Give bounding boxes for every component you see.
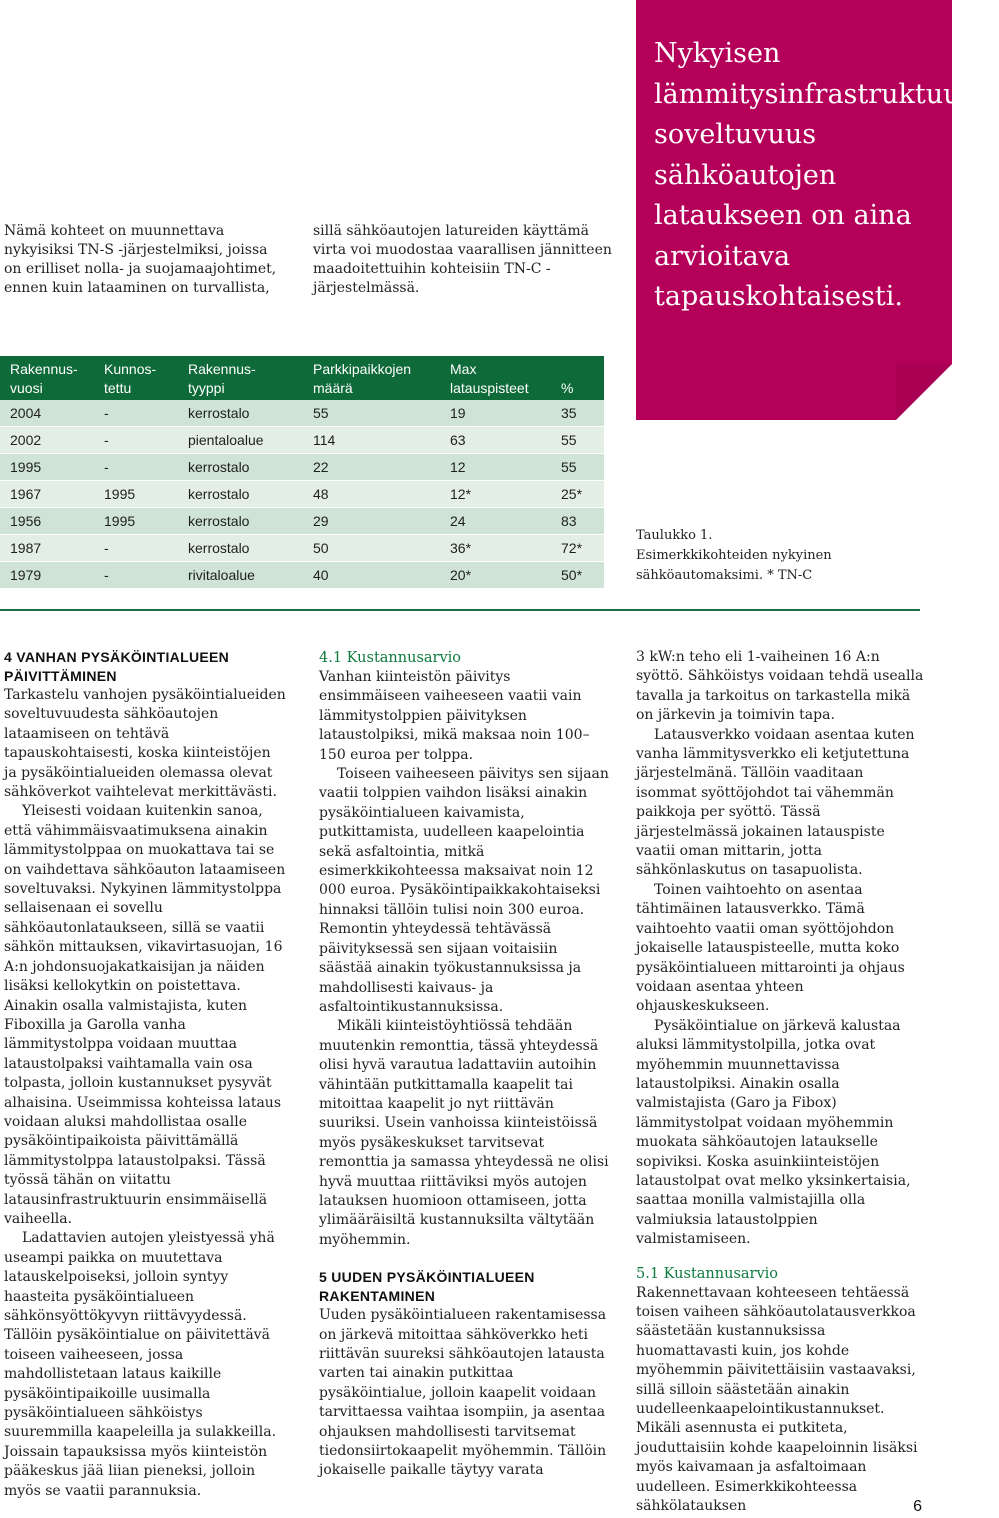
cell: 55 [561,459,577,475]
paragraph: Ladattavien autojen yleistyessä yhä useampi paikka on muutettava latauskelpoiseksi, jolloin syntyy haasteita pysäköintialueen sähkönsyöttökyvyn riittävyydessä. Tällöin pysäköintialue on päivitettävä toiseen vaiheeseen, jossa mahdollistetaan lataus kaikille pysäköintipaikoille uusimalla pysäköintialueen sähköistys suuremmilla kaapeleilla ja sulakkeilla. Joissain tapauksissa myös kiinteistön pääkeskus jää liian pieneksi, jolloin myös se vaatii parannuksia. [4,1230,277,1499]
cell: 36* [450,540,472,556]
cell: 1979 [10,567,42,583]
table-header [0,356,604,400]
table-row [0,454,604,481]
paragraph: Pysäköintialue on järkevä kalustaa aluksi lämmitystolpilla, jotka ovat myöhemmin muunnettavissa lataustolpiksi. Ainakin osalla valmistajista (Garo ja Fibox) lämmitystolpat voidaan myöhemmin muokata sähköautojen lataukselle sopiviksi. Koska asuinkiinteistöjen lataustolpat ovat melko yksinkertaisia, saattaa monilla valmistajilla olla valmiuksia lataustolppien valmistamiseen. [636,1017,911,1248]
paragraph: Yleisesti voidaan kuitenkin sanoa, että vähimmäisvaatimuksena ainakin lämmitystolppaa on muokattava tai se on vaihdettava sähköauton lataamiseen soveltuvaksi. Nykyinen lämmitystolppa sellaisenaan ei sovellu sähköautonlataukseen, sillä se vaatii sähkön mittauksen, vikavirtasuojan, 16 A:n johdonsuojakatkaisijan ja näiden lisäksi kellokytkin on poistettava. Ainakin osalla valmistajista, kuten Fiboxilla ja Garolla vanha lämmitystolppa voidaan muuttaa lataustolpaksi vaihtamalla vain osa tolpasta, jolloin kustannukset pysyvät alhaisina. Useimmissa kohteissa lataus voidaan aluksi mahdollistaa osalle pysäköintipaikoista päivittämällä lämmitystolppa lataustolpaksi. Tässä työssä tähän on viitattu latausinfrastruktuurin ensimmäisellä vaiheella. [4,803,286,1227]
paragraph: Vanhan kiinteistön päivitys ensimmäiseen vaiheeseen vaatii vain lämmitystolppien päivityksen lataustolpiksi, mikä maksaa noin 100–150 euroa per tolppa. [319,669,590,763]
cell: 1995 [104,513,136,529]
cell: 35 [561,405,577,421]
paragraph: Rakennettavaan kohteeseen tehtäessä toisen vaiheen sähköautolatausverkkoa säästetään kustannuksissa huomattavasti kuin, jos kohde myöhemmin päivitettäisiin vastaavaksi, sillä silloin säästetään ainakin uudelleenkaapelointikustannukset. Mikäli asennusta ei putkiteta, jouduttaisiin kohde kaapeloinnin lisäksi myös kaivamaan ja asfaltoimaan uudelleen. Esimerkkikohteessa sähkölatauksen [636,1284,918,1515]
cell: 55 [313,405,329,421]
paragraph: Latausverkko voidaan asentaa kuten vanha lämmitysverkko eli ketjutettuna järjestelmänä. Tällöin vaaditaan isommat syöttöjohdot tai vähemmän paikkoja per syöttö. Tässä järjestelmässä jokainen latauspiste vaatii oman mittarin, jotta sähkönlaskutus on tasapuolista. [636,726,915,879]
header-parkkipaikat: Parkkipaikkojen määrä [313,361,412,396]
section-4-heading: 4 VANHAN PYSÄKÖINTIALUEEN PÄIVITTÄMINEN [4,649,230,684]
cell: 72* [561,540,583,556]
header-kunnostettu: Kunnos- tettu [104,361,157,396]
cell: kerrostalo [188,513,250,529]
header-latauspisteet: Max latauspisteet [450,361,529,396]
section-divider [0,609,920,611]
pull-quote-text: Nykyisen lämmitysinfrastruktuurin soveltuvuus sähköautojen lataukseen on aina arvioitava tapauskohtaisesti. [654,38,999,312]
cell: 19 [450,405,466,421]
pull-quote-box [636,0,999,420]
intro-text-right: sillä sähköautojen latureiden käyttämä virta voi muodostaa vaarallisen jännitteen maadoitettuihin kohteisiin TN-C -järjestelmässä. [313,223,612,296]
cell: - [104,405,109,421]
cell: - [104,567,109,583]
cell: kerrostalo [188,540,250,556]
cell: rivitaloalue [188,567,255,583]
table-body [0,400,604,589]
cell: 55 [561,432,577,448]
cell: 12* [450,486,472,502]
text-column-1 [4,648,286,1501]
cell: 50* [561,567,583,583]
paragraph: Mikäli kiinteistöyhtiössä tehdään muutenkin remonttia, tässä yhteydessä olisi hyvä varautua ladattaviin autoihin vähintään putkittamalla kaapelit tai mitoittaa kaapelit jo nyt riittävän suuriksi. Usein vanhoissa kiinteistöissä myös pysäkeskukset tarvitsevat remonttia ja samassa yhteydessä ne olisi hyvä muuttaa riittäviksi myös autojen latauksen huomioon ottamiseen, jotta ylimääräisiltä kustannuksilta vältytään myöhemmin. [319,1018,609,1248]
cell: 2002 [10,432,42,448]
cell: 22 [313,459,329,475]
cell: 48 [313,486,329,502]
cell: 12 [450,459,466,475]
cell: 114 [313,432,336,448]
cell: 2004 [10,405,42,421]
cell: kerrostalo [188,486,250,502]
header-rakennusvuosi: Rakennus- vuosi [10,361,78,396]
paragraph: 3 kW:n teho eli 1-vaiheinen 16 A:n syöttö. Sähköistys voidaan tehdä usealla tavalla ja tarkoitus on tarkastella mikä on järkevin ja toimivin tapa. [636,649,924,724]
intro-text-left: Nämä kohteet on muunnettava nykyisiksi TN-S -järjestelmiksi, joissa on erilliset nolla- ja suojamaajohtimet, ennen kuin lataaminen on turvallista, [4,223,277,296]
cell: 1967 [10,486,42,502]
cell: pientaloalue [188,432,264,448]
table-caption: Taulukko 1. Esimerkkikohteiden nykyinen sähköautomaksimi. * TN-C [636,528,832,583]
cell: 1995 [10,459,42,475]
cell: kerrostalo [188,405,250,421]
page-number: 6 [913,1498,922,1515]
cell: 40 [313,567,329,583]
table-row [0,400,604,427]
header-percent: % [561,380,574,396]
table-row [0,562,604,589]
cell: kerrostalo [188,459,250,475]
cell: 20* [450,567,472,583]
cell: 1987 [10,540,42,556]
table-row [0,481,604,508]
data-table [0,356,604,589]
cell: - [104,540,109,556]
cell: 25* [561,486,583,502]
section-4-1-heading: 4.1 Kustannusarvio [319,650,462,666]
text-column-3 [636,648,924,1516]
cell: - [104,459,109,475]
table-row [0,427,604,454]
paragraph: Uuden pysäköintialueen rakentamisessa on järkevä mitoittaa sähköverkko heti riittävän suureksi sähköautojen latausta varten tai ainakin putkittaa pysäköintialue, jolloin kaapelit voidaan tarvittaessa vaihtaa isompiin, ja asentaa ohjauksen mahdollisesti tarvitsemat tiedonsiirtokaapelit myöhemmin. Tällöin jokaiselle paikalle täytyy varata [319,1307,607,1479]
paragraph: Tarkastelu vanhojen pysäköintialueiden soveltuvuudesta sähköautojen lataamiseen on tehtävä tapauskohtaisesti, koska kiinteistöjen ja pysäköintialueiden olemassa olevat sähköverkot vaihtelevat merkittävästi. [4,687,286,801]
cell: - [104,432,109,448]
spacer [319,1250,611,1268]
cell: 83 [561,513,577,529]
section-5-heading: 5 UUDEN PYSÄKÖINTIALUEEN RAKENTAMINEN [319,1269,535,1305]
cell: 29 [313,513,329,529]
spacer [636,1250,924,1264]
cell: 1956 [10,513,42,529]
header-rakennustyyppi: Rakennus- tyyppi [188,361,256,396]
cell: 50 [313,540,329,556]
paragraph: Toinen vaihtoehto on asentaa tähtimäinen latausverkko. Tämä vaihtoehto vaatii oman syöttöjohdon jokaiselle latauspisteelle, mutta koko pysäköintialueen mittarointi ja ohjaus voidaan asentaa yhteen ohjauskeskukseen. [636,881,905,1015]
paragraph: Toiseen vaiheeseen päivitys sen sijaan vaatii tolppien vaihdon lisäksi ainakin pysäköintialueen kaivamista, putkittamista, uudelleen kaapelointia sekä asfaltointia, mitkä esimerkkikohteessa maksaivat noin 12 000 euroa. Pysäköintipaikkakohtaiseksi hinnaksi tällöin tulisi noin 300 euroa. Remontin yhteydessä tehtävässä päivityksessä sen sijaan voitaisiin säästää ainakin työkustannuksissa ja mahdollisesti kaivaus- ja asfaltointikustannuksissa. [319,766,609,1015]
cell: 24 [450,513,466,529]
table-row [0,535,604,562]
table-row [0,508,604,535]
section-5-1-heading: 5.1 Kustannusarvio [636,1265,779,1282]
cell: 1995 [104,486,136,502]
cell: 63 [450,432,466,448]
text-column-2 [319,648,611,1481]
